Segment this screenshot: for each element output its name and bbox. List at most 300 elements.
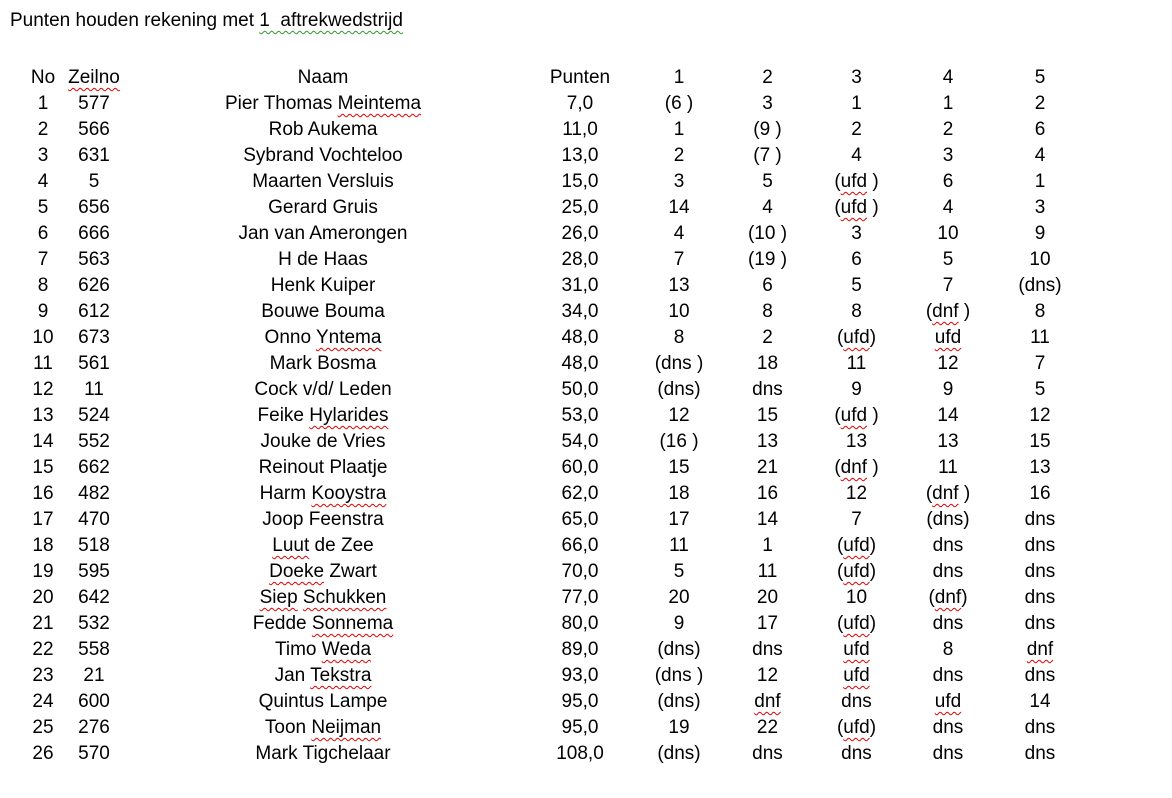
cell-sailnumber: 21 <box>83 665 105 686</box>
cell-sailnumber: 673 <box>78 327 110 348</box>
cell-race-5: 12 <box>1029 405 1051 426</box>
cell-race-2: dns <box>752 379 783 400</box>
cell-race-5: 10 <box>1029 249 1051 270</box>
misspelled-word: Kooystra <box>311 483 387 504</box>
cell-race-3: (ufd) <box>836 327 877 348</box>
cell-race-1: 2 <box>673 145 685 166</box>
cell-points: 31,0 <box>561 275 599 296</box>
cell-race-2: dns <box>752 639 783 660</box>
cell-rank: 16 <box>32 483 54 504</box>
misspelled-word: ufd <box>843 561 870 582</box>
cell-rank: 12 <box>32 379 54 400</box>
result-row <box>18 689 1086 715</box>
cell-race-3: 13 <box>845 431 868 452</box>
column-header-race-1: 1 <box>673 67 685 88</box>
result-row <box>18 117 1086 143</box>
cell-race-4: dns <box>932 535 964 556</box>
cell-race-3: (ufd) <box>836 717 877 738</box>
cell-race-1: 12 <box>668 405 690 426</box>
cell-rank: 8 <box>37 275 49 296</box>
cell-race-1: 1 <box>673 119 685 140</box>
cell-race-4: 3 <box>942 145 954 166</box>
cell-rank: 18 <box>32 535 54 556</box>
cell-race-5: 16 <box>1029 483 1051 504</box>
cell-points: 65,0 <box>561 509 599 530</box>
misspelled-word: Zeilno <box>68 67 120 88</box>
misspelled-word: ufd <box>840 171 868 192</box>
result-row <box>18 143 1086 169</box>
cell-sailnumber: 662 <box>78 457 110 478</box>
cell-name: Fedde Sonnema <box>252 613 394 634</box>
cell-race-1: 19 <box>668 717 690 738</box>
cell-race-4: (dnf) <box>928 587 968 608</box>
cell-rank: 15 <box>32 457 54 478</box>
cell-race-4: 12 <box>937 353 959 374</box>
cell-sailnumber: 558 <box>78 639 110 660</box>
cell-name: Bouwe Bouma <box>261 301 385 322</box>
cell-name: Maarten Versluis <box>252 171 394 192</box>
cell-race-5: 5 <box>1034 379 1046 400</box>
cell-race-4: 2 <box>942 119 954 140</box>
cell-race-1: 8 <box>673 327 685 348</box>
cell-race-1: 17 <box>668 509 690 530</box>
cell-rank: 10 <box>32 327 54 348</box>
cell-name: Toon Neijman <box>264 717 382 738</box>
cell-name: Jouke de Vries <box>260 431 386 452</box>
cell-points: 60,0 <box>561 457 599 478</box>
cell-rank: 20 <box>32 587 54 608</box>
cell-race-3: dns <box>841 743 872 764</box>
cell-race-5: dns <box>1024 743 1056 764</box>
cell-points: 66,0 <box>561 535 599 556</box>
cell-sailnumber: 561 <box>78 353 110 374</box>
cell-race-3: 7 <box>851 509 862 530</box>
cell-race-1: 15 <box>668 457 690 478</box>
cell-rank: 4 <box>37 171 49 192</box>
cell-race-4: 13 <box>937 431 959 452</box>
result-row <box>18 91 1086 117</box>
cell-race-2: 17 <box>756 613 779 634</box>
cell-race-3: 12 <box>845 483 868 504</box>
cell-race-4: dns <box>932 743 964 764</box>
cell-race-1: 5 <box>673 561 685 582</box>
cell-race-2: 15 <box>756 405 779 426</box>
cell-points: 108,0 <box>556 743 604 764</box>
result-row <box>18 533 1086 559</box>
cell-points: 28,0 <box>561 249 599 270</box>
cell-name: H de Haas <box>278 249 368 270</box>
cell-race-3: 8 <box>851 301 862 322</box>
cell-rank: 19 <box>32 561 54 582</box>
cell-points: 48,0 <box>561 353 599 374</box>
cell-sailnumber: 656 <box>78 197 110 218</box>
cell-name: Harm Kooystra <box>259 483 387 504</box>
cell-rank: 6 <box>37 223 49 244</box>
title-text: Punten houden rekening met <box>10 10 260 31</box>
table-body <box>18 91 1086 767</box>
cell-race-3: (ufd) <box>836 535 877 556</box>
result-row <box>18 403 1086 429</box>
cell-race-4 <box>902 325 994 351</box>
cell-race-3 <box>811 663 902 689</box>
document-title <box>10 9 1172 33</box>
column-header-race-2: 2 <box>762 67 773 88</box>
misspelled-word: dnf <box>934 587 962 608</box>
cell-name: Gerard Gruis <box>268 197 378 218</box>
cell-race-5: 7 <box>1034 353 1046 374</box>
cell-race-4 <box>902 689 994 715</box>
cell-rank: 3 <box>37 145 49 166</box>
cell-race-5: dns <box>1024 509 1056 530</box>
cell-points: 62,0 <box>561 483 599 504</box>
cell-race-5: 15 <box>1029 431 1051 452</box>
cell-race-3 <box>811 637 902 663</box>
cell-race-5: 9 <box>1034 223 1046 244</box>
cell-race-2: 6 <box>762 275 773 296</box>
cell-race-4: 6 <box>942 171 954 192</box>
result-row <box>18 455 1086 481</box>
cell-race-1: 14 <box>668 197 690 218</box>
cell-sailnumber: 570 <box>78 743 110 764</box>
cell-points: 11,0 <box>562 119 598 140</box>
misspelled-word: ufd <box>934 691 962 712</box>
cell-race-4: dns <box>932 665 964 686</box>
cell-race-2: 18 <box>756 353 779 374</box>
cell-points: 54,0 <box>561 431 599 452</box>
cell-race-3: 5 <box>851 275 862 296</box>
cell-sailnumber: 566 <box>78 119 110 140</box>
cell-points: 80,0 <box>561 613 599 634</box>
cell-rank: 14 <box>32 431 54 452</box>
cell-race-3: 6 <box>851 249 862 270</box>
cell-race-4: 4 <box>942 197 954 218</box>
cell-race-2: 1 <box>762 535 773 556</box>
cell-sailnumber: 524 <box>78 405 110 426</box>
misspelled-word: dnf <box>1026 639 1054 660</box>
cell-race-2: 20 <box>756 587 779 608</box>
table-header-row <box>18 65 1086 91</box>
cell-race-5: 14 <box>1029 691 1051 712</box>
cell-race-2: (9 ) <box>753 119 782 140</box>
result-row <box>18 507 1086 533</box>
cell-name: Pier Thomas Meintema <box>224 93 422 114</box>
cell-sailnumber: 563 <box>78 249 110 270</box>
cell-race-1: 3 <box>673 171 685 192</box>
cell-race-1: (dns) <box>657 691 701 712</box>
cell-race-5: dns <box>1024 613 1056 634</box>
cell-rank: 17 <box>32 509 54 530</box>
cell-race-5: 3 <box>1034 197 1046 218</box>
cell-points: 77,0 <box>561 587 599 608</box>
cell-race-5: dns <box>1024 535 1056 556</box>
cell-race-4: 11 <box>938 457 958 478</box>
cell-name: Timo Weda <box>274 639 372 660</box>
cell-race-2: 5 <box>762 171 773 192</box>
result-row <box>18 377 1086 403</box>
column-header-race-4: 4 <box>942 67 954 88</box>
misspelled-word: ufd <box>843 665 870 686</box>
result-row <box>18 273 1086 299</box>
cell-sailnumber: 276 <box>78 717 110 738</box>
result-row <box>18 351 1086 377</box>
misspelled-word: Weda <box>321 639 372 660</box>
cell-race-3: 10 <box>845 587 868 608</box>
cell-name: Rob Aukema <box>268 119 378 140</box>
cell-race-3: (ufd ) <box>834 171 879 192</box>
result-row <box>18 741 1086 767</box>
cell-rank: 9 <box>37 301 49 322</box>
cell-race-2: 16 <box>756 483 779 504</box>
misspelled-word: ufd <box>843 535 870 556</box>
cell-points: 25,0 <box>561 197 599 218</box>
result-row <box>18 559 1086 585</box>
cell-race-5: 2 <box>1034 93 1046 114</box>
result-row <box>18 481 1086 507</box>
cell-race-3: (ufd ) <box>834 405 879 426</box>
column-header-race-3: 3 <box>851 67 862 88</box>
cell-race-2: 14 <box>756 509 779 530</box>
misspelled-word: ufd <box>843 717 870 738</box>
cell-race-5: 13 <box>1029 457 1051 478</box>
cell-name: Jan van Amerongen <box>238 223 408 244</box>
column-header-zeilno <box>68 65 120 91</box>
cell-rank: 24 <box>32 691 54 712</box>
title-grammar-flagged-text: 1 aftrekwedstrijd <box>259 10 403 31</box>
cell-race-5: 1 <box>1034 171 1046 192</box>
cell-name: Jan Tekstra <box>274 665 372 686</box>
cell-race-1: (16 ) <box>659 431 699 452</box>
cell-race-4: (dnf ) <box>925 301 971 322</box>
result-row <box>18 611 1086 637</box>
cell-race-4: 5 <box>942 249 954 270</box>
result-row <box>18 429 1086 455</box>
cell-points: 48,0 <box>561 327 599 348</box>
cell-race-3: 4 <box>851 145 862 166</box>
cell-sailnumber: 482 <box>78 483 110 504</box>
cell-race-3: 3 <box>851 223 862 244</box>
cell-race-4: 9 <box>942 379 954 400</box>
cell-race-5: 6 <box>1034 119 1046 140</box>
cell-race-1: (dns) <box>657 743 701 764</box>
result-row <box>18 169 1086 195</box>
cell-name: Onno Yntema <box>264 327 382 348</box>
result-row <box>18 325 1086 351</box>
cell-race-4: 1 <box>942 93 954 114</box>
cell-sailnumber: 577 <box>78 93 110 114</box>
cell-points: 26,0 <box>561 223 599 244</box>
cell-race-4: (dnf ) <box>925 483 971 504</box>
cell-rank: 21 <box>32 613 54 634</box>
misspelled-word: Neijman <box>311 717 382 738</box>
cell-sailnumber: 532 <box>78 613 110 634</box>
cell-sailnumber: 595 <box>78 561 110 582</box>
cell-race-2 <box>724 689 811 715</box>
cell-race-5: dns <box>1024 717 1056 738</box>
column-header-no: No <box>30 67 56 88</box>
cell-race-1: 20 <box>668 587 690 608</box>
cell-race-2: (7 ) <box>753 145 782 166</box>
misspelled-word: dnf <box>932 301 959 322</box>
cell-race-4: 8 <box>942 639 954 660</box>
result-row <box>18 195 1086 221</box>
cell-points: 93,0 <box>561 665 599 686</box>
cell-sailnumber: 552 <box>78 431 110 452</box>
cell-race-2: 13 <box>756 431 779 452</box>
cell-race-2: 11 <box>757 561 778 582</box>
cell-race-4: 7 <box>942 275 954 296</box>
results-table <box>18 65 1086 767</box>
cell-points: 89,0 <box>561 639 599 660</box>
result-row <box>18 663 1086 689</box>
cell-race-3: 11 <box>846 353 867 374</box>
cell-sailnumber: 612 <box>78 301 110 322</box>
cell-race-2: 4 <box>762 197 773 218</box>
cell-race-1: (dns) <box>657 639 701 660</box>
misspelled-word: Siep <box>259 587 298 608</box>
cell-race-3: 9 <box>851 379 862 400</box>
misspelled-word: ufd <box>934 327 962 348</box>
misspelled-word: Sonnema <box>311 613 394 634</box>
cell-race-4: (dns) <box>926 509 970 530</box>
cell-sailnumber: 666 <box>78 223 110 244</box>
misspelled-word: dnf <box>932 483 959 504</box>
cell-race-2: 22 <box>756 717 779 738</box>
cell-race-4: 10 <box>937 223 959 244</box>
misspelled-word: dnf <box>840 457 868 478</box>
cell-race-2: 21 <box>756 457 779 478</box>
cell-name: Mark Bosma <box>269 353 377 374</box>
result-row <box>18 715 1086 741</box>
column-header-punten: Punten <box>549 67 611 88</box>
cell-race-5: dns <box>1024 587 1056 608</box>
cell-race-5 <box>994 637 1086 663</box>
cell-sailnumber: 631 <box>78 145 110 166</box>
cell-race-3: 1 <box>851 93 862 114</box>
cell-name: Luut de Zee <box>272 535 374 556</box>
misspelled-word: ufd <box>843 613 870 634</box>
cell-sailnumber: 642 <box>78 587 110 608</box>
cell-rank: 23 <box>32 665 54 686</box>
cell-rank: 7 <box>37 249 49 270</box>
cell-race-1: 4 <box>673 223 685 244</box>
cell-race-3: (ufd) <box>836 561 877 582</box>
cell-race-2: 8 <box>762 301 773 322</box>
cell-race-1: (6 ) <box>664 93 694 114</box>
cell-name: Reinout Plaatje <box>258 457 388 478</box>
misspelled-word: ufd <box>843 639 870 660</box>
cell-name: Mark Tigchelaar <box>255 743 391 764</box>
cell-rank: 5 <box>37 197 49 218</box>
cell-race-5: dns <box>1024 561 1056 582</box>
cell-race-2: (10 ) <box>747 223 788 244</box>
cell-rank: 11 <box>33 353 53 374</box>
result-row <box>18 299 1086 325</box>
cell-race-2: dns <box>752 743 783 764</box>
cell-points: 50,0 <box>561 379 599 400</box>
cell-name: Cock v/d/ Leden <box>254 379 392 400</box>
cell-race-1: 9 <box>673 613 685 634</box>
cell-race-3: (dnf ) <box>834 457 879 478</box>
misspelled-word: ufd <box>843 327 870 348</box>
cell-rank: 1 <box>37 93 49 114</box>
cell-rank: 13 <box>32 405 54 426</box>
cell-sailnumber: 11 <box>84 379 104 400</box>
misspelled-word: Doeke <box>269 561 325 582</box>
cell-name: Doeke Zwart <box>269 561 377 582</box>
misspelled-word: ufd <box>840 197 868 218</box>
cell-name: Joop Feenstra <box>262 509 384 530</box>
cell-race-2: (19 ) <box>747 249 788 270</box>
cell-race-1: 10 <box>668 301 690 322</box>
cell-race-1: 13 <box>668 275 690 296</box>
cell-race-4: dns <box>932 561 964 582</box>
cell-race-5: 11 <box>1030 327 1050 348</box>
result-row <box>18 221 1086 247</box>
cell-points: 7,0 <box>566 93 594 114</box>
cell-sailnumber: 5 <box>88 171 100 192</box>
cell-race-3: (ufd ) <box>834 197 879 218</box>
cell-race-2: 2 <box>762 327 773 348</box>
cell-race-4: 14 <box>937 405 959 426</box>
cell-race-1: (dns) <box>657 379 701 400</box>
cell-race-4: dns <box>932 717 964 738</box>
cell-rank: 26 <box>32 743 54 764</box>
result-row <box>18 637 1086 663</box>
cell-race-5: 8 <box>1034 301 1046 322</box>
misspelled-word: Yntema <box>315 327 382 348</box>
cell-race-5: (dns) <box>1018 275 1062 296</box>
cell-points: 95,0 <box>561 691 599 712</box>
cell-points: 70,0 <box>561 561 599 582</box>
cell-sailnumber: 626 <box>78 275 110 296</box>
cell-race-3: dns <box>841 691 872 712</box>
misspelled-word: Luut <box>272 535 310 556</box>
cell-points: 13,0 <box>561 145 599 166</box>
misspelled-word: dnf <box>754 691 781 712</box>
result-row <box>18 247 1086 273</box>
cell-race-5: 4 <box>1034 145 1046 166</box>
misspelled-word: Schukken <box>302 587 387 608</box>
cell-race-5: dns <box>1024 665 1056 686</box>
misspelled-word: Tekstra <box>310 665 372 686</box>
cell-race-4: dns <box>932 613 964 634</box>
cell-race-2: 3 <box>762 93 773 114</box>
cell-race-1: (dns ) <box>654 665 704 686</box>
cell-name: Henk Kuiper <box>270 275 376 296</box>
misspelled-word: ufd <box>840 405 868 426</box>
cell-name: Sybrand Vochteloo <box>243 145 403 166</box>
misspelled-word: Meintema <box>337 93 422 114</box>
cell-points: 53,0 <box>561 405 599 426</box>
cell-points: 95,0 <box>561 717 599 738</box>
cell-name: Feike Hylarides <box>257 405 389 426</box>
cell-sailnumber: 600 <box>78 691 110 712</box>
cell-rank: 25 <box>32 717 54 738</box>
cell-name <box>120 585 526 611</box>
cell-sailnumber: 518 <box>78 535 110 556</box>
cell-rank: 2 <box>37 119 49 140</box>
result-row <box>18 585 1086 611</box>
cell-points: 34,0 <box>561 301 599 322</box>
cell-sailnumber: 470 <box>78 509 110 530</box>
cell-race-1: (dns ) <box>654 353 704 374</box>
column-header-race-5: 5 <box>1034 67 1046 88</box>
cell-race-3: (ufd) <box>836 613 877 634</box>
cell-rank: 22 <box>32 639 54 660</box>
cell-race-1: 18 <box>668 483 690 504</box>
cell-points: 15,0 <box>561 171 599 192</box>
cell-race-3: 2 <box>851 119 862 140</box>
